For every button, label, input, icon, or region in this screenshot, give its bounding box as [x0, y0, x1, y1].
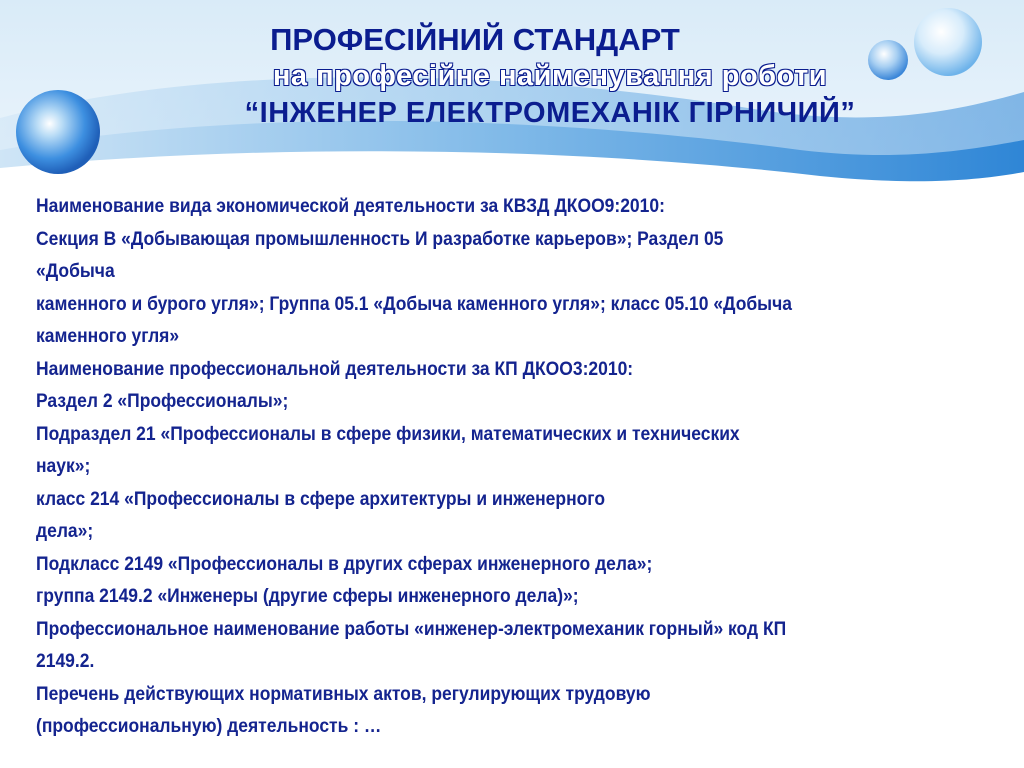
body-line: дела»; [36, 521, 94, 542]
slide-title [100, 22, 1000, 132]
body-text [36, 191, 1006, 744]
body-line: Подраздел 21 «Профессионалы в сфере физики, математических и технических [36, 423, 740, 445]
body-line: наук»; [36, 456, 91, 477]
body-line: Подкласс 2149 «Профессионалы в других сферах инженерного дела»; [36, 553, 653, 575]
body-line: (профессиональную) деятельность : … [36, 716, 382, 737]
body-line: Раздел 2 «Профессионалы»; [36, 391, 289, 412]
body-line: Секция В «Добывающая промышленность И разработке карьеров»; Раздел 05 [36, 228, 724, 250]
body-line: Наименование профессиональной деятельности за КП ДКОО3:2010: [36, 358, 634, 380]
body-line: 2149.2. [36, 651, 95, 672]
body-line: класс 214 «Профессионалы в сфере архитектуры и инженерного [36, 488, 606, 510]
body-line: каменного угля» [36, 326, 180, 347]
decorative-orb-large [16, 90, 100, 174]
body-line: Наименование вида экономической деятельности за КВЗД ДКОО9:2010: [36, 196, 665, 217]
title-line-2: на професійне найменування роботи [272, 60, 828, 92]
body-line: Профессиональное наименование работы «инженер-электромеханик горный» код КП [36, 618, 787, 640]
body-line: группа 2149.2 «Инженеры (другие сферы инженерного дела)»; [36, 586, 579, 607]
title-line-1: ПРОФЕСІЙНИЙ СТАНДАРТ [270, 22, 680, 57]
body-line: «Добыча [36, 261, 115, 282]
title-line-3: “ІНЖЕНЕР ЕЛЕКТРОМЕХАНІК ГІРНИЧИЙ” [244, 97, 856, 129]
body-line: Перечень действующих нормативных актов, регулирующих трудовую [36, 683, 651, 705]
body-line: каменного и бурого угля»; Группа 05.1 «Добыча каменного угля»; класс 05.10 «Добыча [36, 293, 792, 315]
